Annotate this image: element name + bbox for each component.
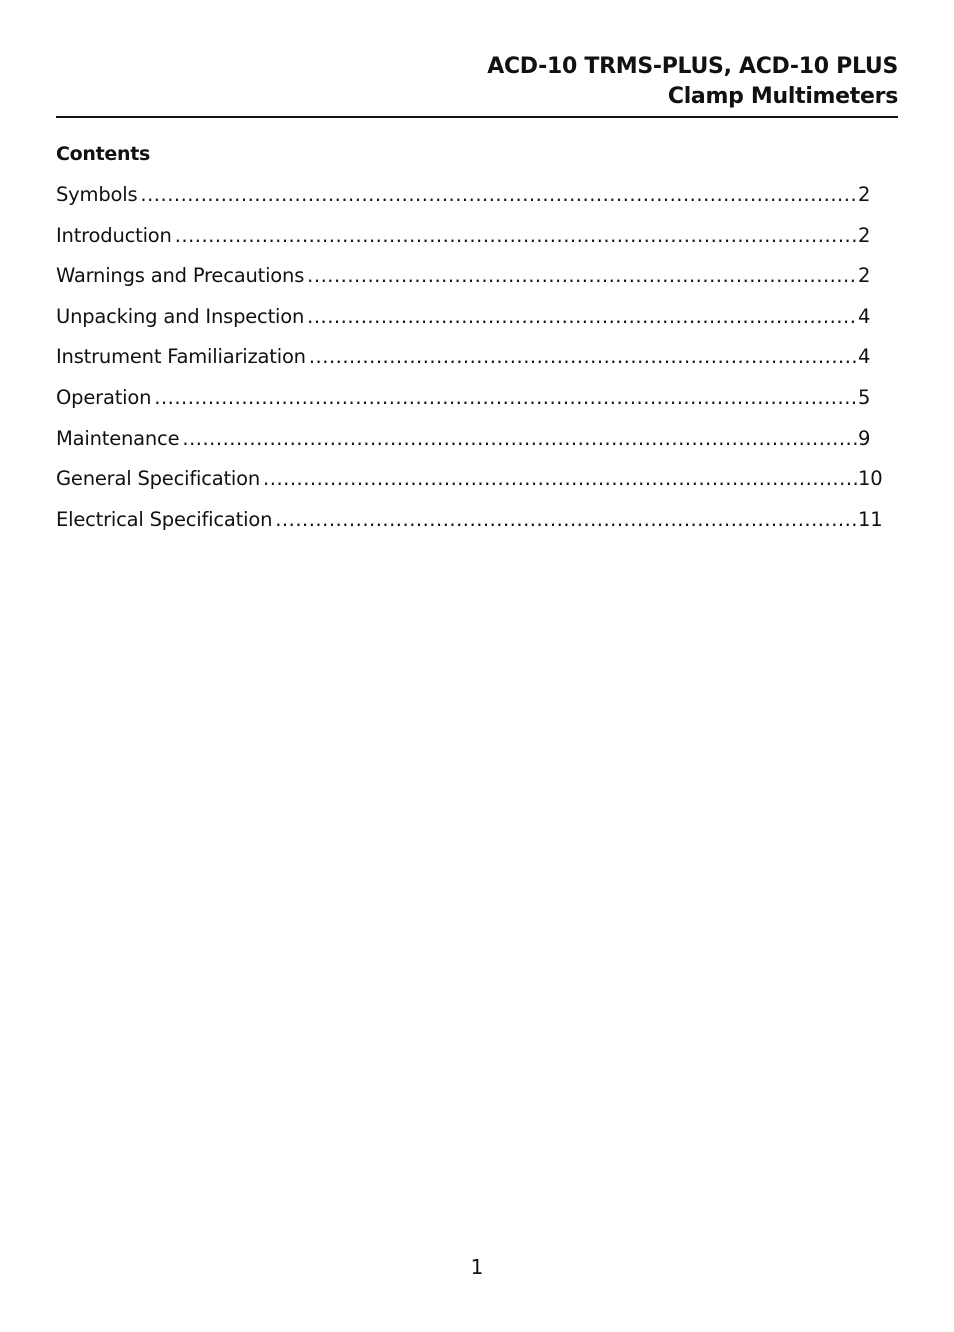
toc-entry-title: Maintenance [56, 426, 180, 450]
toc-entry-symbols[interactable] [56, 181, 882, 222]
toc-entry-electrical-specification[interactable] [56, 506, 882, 547]
toc-entry-general-specification[interactable] [56, 465, 882, 506]
toc-entry-title: Instrument Familiarization [56, 345, 306, 369]
toc-entry-title: Operation [56, 385, 152, 409]
toc-dot-leader [307, 303, 857, 331]
toc-entry-page: 2 [858, 183, 871, 206]
toc-entry-page: 4 [858, 345, 871, 369]
toc-entry-title: Electrical Specification [56, 507, 273, 531]
toc-entry-page: 2 [858, 264, 871, 288]
toc-entry-title: Introduction [56, 223, 172, 247]
toc-entry-title: General Specification [56, 467, 261, 491]
toc-dot-leader [263, 465, 857, 493]
toc-entry-page: 4 [858, 304, 871, 328]
toc-dot-leader [275, 506, 857, 534]
document-model-title: ACD-10 TRMS-PLUS, ACD-10 PLUS [487, 54, 898, 79]
toc-entry-title: Unpacking and Inspection [56, 304, 305, 328]
toc-entry-title: Warnings and Precautions [56, 264, 305, 288]
toc-entry-maintenance[interactable] [56, 425, 882, 466]
toc-entry-unpacking[interactable] [56, 303, 882, 344]
document-header [56, 52, 898, 112]
toc-dot-leader [182, 425, 857, 453]
header-divider [56, 116, 898, 118]
toc-entry-familiarization[interactable] [56, 343, 882, 384]
toc-entry-introduction[interactable] [56, 222, 882, 263]
toc-dot-leader [140, 181, 857, 209]
contents-heading: Contents [56, 143, 151, 165]
toc-dot-leader [154, 384, 857, 412]
toc-dot-leader [309, 343, 857, 371]
toc-dot-leader [307, 262, 857, 290]
toc-entry-page: 11 [858, 507, 883, 531]
toc-entry-page: 9 [858, 426, 871, 450]
toc-entry-page: 10 [858, 467, 883, 491]
page-number: 1 [470, 1255, 484, 1279]
toc-entry-page: 5 [858, 385, 871, 409]
document-subtitle: Clamp Multimeters [667, 84, 898, 109]
table-of-contents [56, 181, 882, 546]
toc-entry-page: 2 [858, 223, 871, 247]
toc-entry-title: Symbols [56, 183, 138, 206]
toc-entry-operation[interactable] [56, 384, 882, 425]
toc-entry-warnings[interactable] [56, 262, 882, 303]
toc-dot-leader [175, 222, 857, 250]
